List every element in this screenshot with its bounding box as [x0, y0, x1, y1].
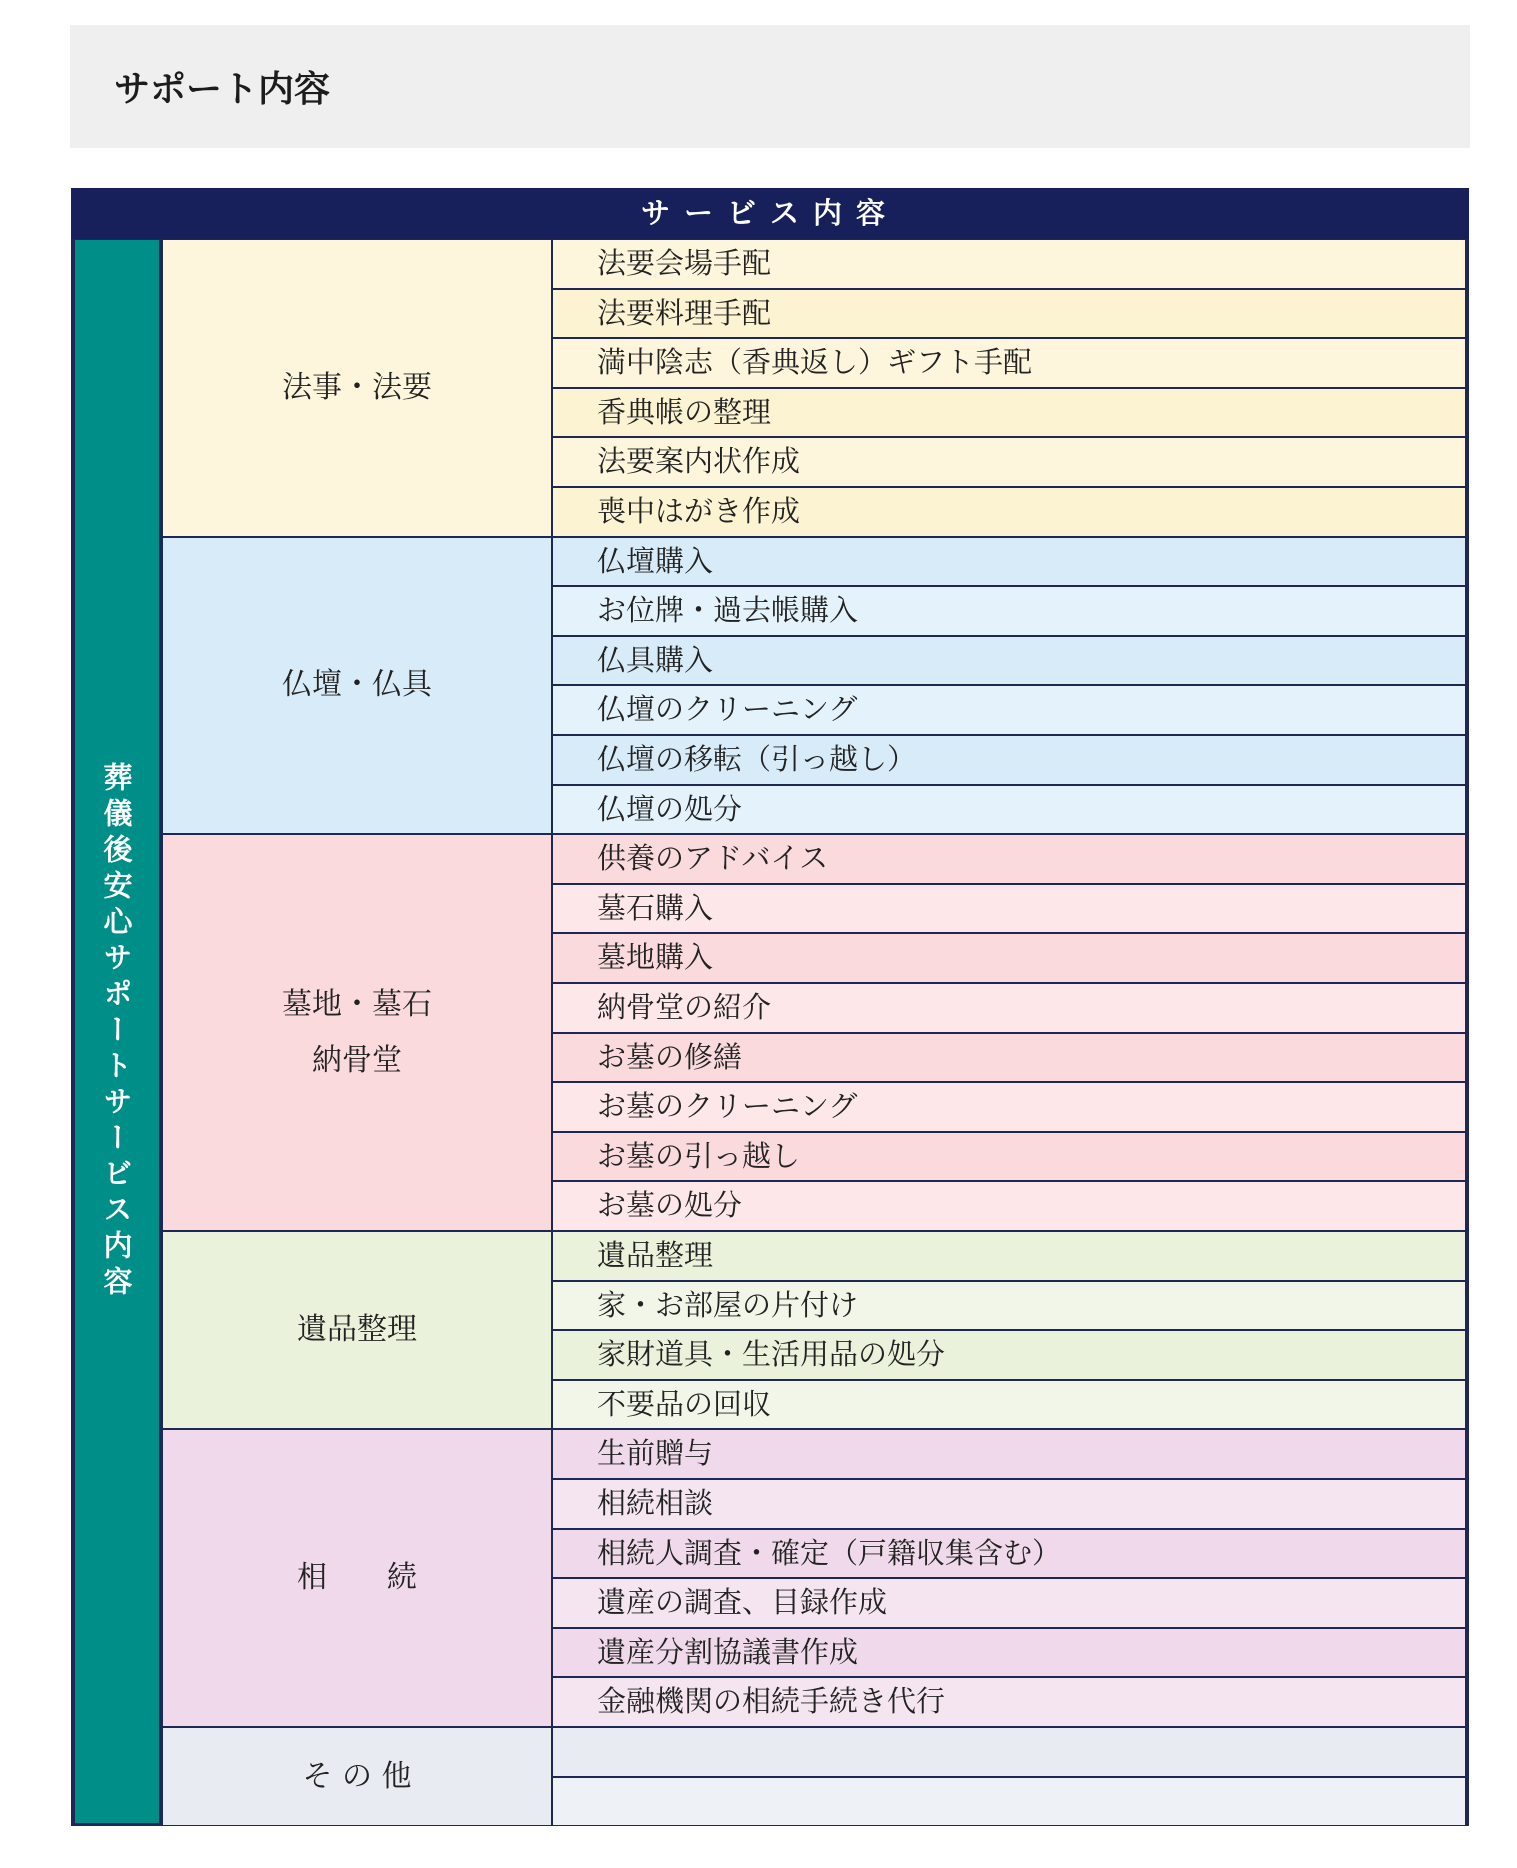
side-label	[75, 240, 159, 1823]
service-item	[553, 1728, 1465, 1776]
service-item: お墓の処分	[553, 1182, 1465, 1230]
service-item: お位牌・過去帳購入	[553, 587, 1465, 635]
service-item: 遺品整理	[553, 1232, 1465, 1280]
category-cell	[163, 1232, 551, 1428]
category-cell	[163, 835, 551, 1230]
service-item: 墓石購入	[553, 885, 1465, 933]
category-cell	[163, 1430, 551, 1726]
service-item: お墓の修繕	[553, 1034, 1465, 1082]
service-item: 供養のアドバイス	[553, 835, 1465, 883]
service-item: 仏壇購入	[553, 538, 1465, 586]
service-item: 納骨堂の紹介	[553, 984, 1465, 1032]
category-cell	[163, 1728, 551, 1825]
category-name: 法事・法要	[282, 369, 432, 405]
side-label-text: 葬儀後安心サポートサービス内容	[99, 761, 134, 1302]
category-name: 遺品整理	[297, 1312, 417, 1348]
service-item: 遺産分割協議書作成	[553, 1629, 1465, 1677]
service-item: 仏具購入	[553, 637, 1465, 685]
category-cell	[163, 538, 551, 834]
service-item: 家・お部屋の片付け	[553, 1282, 1465, 1330]
category-name: そ の 他	[302, 1758, 412, 1794]
service-item: 家財道具・生活用品の処分	[553, 1331, 1465, 1379]
service-item: 香典帳の整理	[553, 389, 1465, 437]
service-item: 生前贈与	[553, 1430, 1465, 1478]
category-name: 仏壇・仏具	[282, 667, 432, 703]
service-table	[71, 188, 1469, 1826]
service-item	[553, 1778, 1465, 1826]
service-item: お墓の引っ越し	[553, 1133, 1465, 1181]
service-item: 喪中はがき作成	[553, 488, 1465, 536]
service-item: お墓のクリーニング	[553, 1083, 1465, 1131]
service-item: 墓地購入	[553, 934, 1465, 982]
service-item: 仏壇の処分	[553, 786, 1465, 834]
service-item: 仏壇のクリーニング	[553, 686, 1465, 734]
service-item: 法要案内状作成	[553, 438, 1465, 486]
section-header	[70, 25, 1470, 148]
category-cell	[163, 240, 551, 536]
service-item: 仏壇の移転（引っ越し）	[553, 736, 1465, 784]
category-name: 墓地・墓石 納骨堂	[282, 986, 432, 1078]
table-header: サービス内容	[71, 188, 1469, 239]
service-item: 相続相談	[553, 1480, 1465, 1528]
service-item: 満中陰志（香典返し）ギフト手配	[553, 339, 1465, 387]
service-item: 金融機関の相続手続き代行	[553, 1678, 1465, 1726]
service-item: 法要会場手配	[553, 240, 1465, 288]
service-item: 相続人調査・確定（戸籍収集含む）	[553, 1530, 1465, 1578]
service-item: 不要品の回収	[553, 1381, 1465, 1429]
category-name: 相 続	[297, 1560, 417, 1596]
service-item: 法要料理手配	[553, 290, 1465, 338]
service-item: 遺産の調査、目録作成	[553, 1579, 1465, 1627]
section-title: サポート内容	[114, 69, 331, 110]
